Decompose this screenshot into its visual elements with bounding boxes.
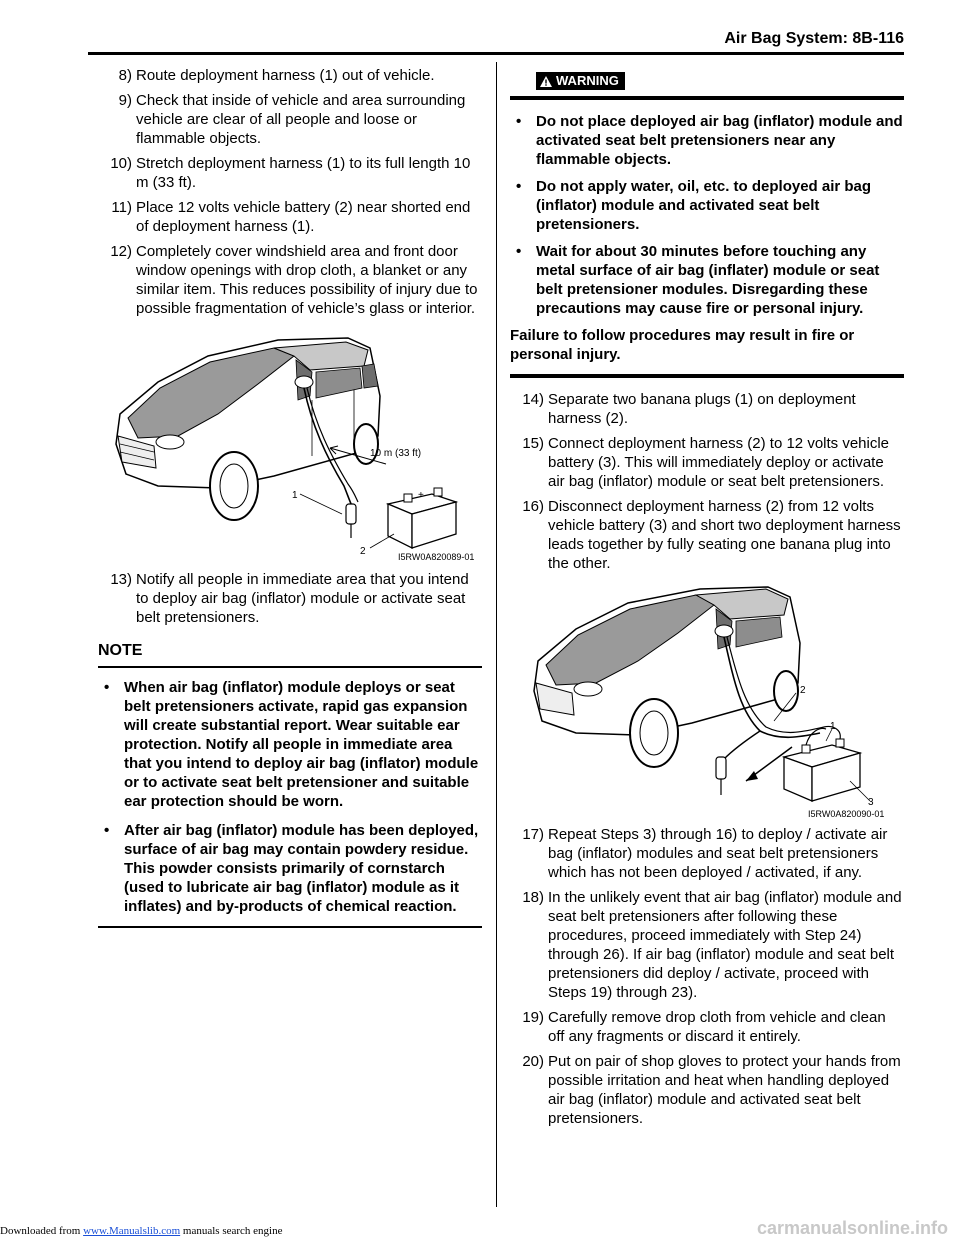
- warning-item: • Wait for about 30 minutes before touching any metal surface of air bag (inflater) module or seat belt pretensioner modules. Disregarding these precautions may cause fire or personal injury.: [516, 243, 880, 317]
- warning-item-text: Do not apply water, oil, etc. to deployed air bag (inflator) module and activated seat belt pretensioners.: [536, 178, 872, 233]
- step-text: Notify all people in immediate area that you intend to deploy air bag (inflator) module or activate seat belt pretensioners.: [136, 571, 469, 626]
- warning-item-text: Do not place deployed air bag (inflator) module and activated seat belt pretensioners near any flammable objects.: [536, 113, 903, 168]
- step-13: [98, 570, 482, 627]
- step-text: In the unlikely event that air bag (inflator) module and seat belt pretensioners after following these procedures, proceed immediately with Step 24) through 26). If air bag (inflator) module and seat belt pretensioners did deploy / activate, proceed with Steps 19) through 23).: [548, 889, 902, 1001]
- battery-connection-illustration: [510, 581, 904, 817]
- step-number: 11): [111, 199, 132, 216]
- note-item: • When air bag (inflator) module deploys or seat belt pretensioners activate, rapid gas expansion will create substantial report. Wear suitable ear protection. Notify all people in immediate area that you intend to deploy air bag (inflator) module or to activate seat belt pretensioner and suitable ear protection should be worn.: [104, 679, 479, 810]
- warning-label: WARNING: [556, 73, 619, 88]
- step-9: [98, 91, 482, 148]
- step-number: 13): [110, 571, 132, 588]
- car-harness-illustration: [98, 326, 482, 562]
- step-text: Put on pair of shop gloves to protect your hands from possible irritation and heat when handling deployed air bag (inflator) module and activated seat belt pretensioners.: [548, 1053, 901, 1127]
- note-bottom-rule: [98, 926, 482, 928]
- step-number: 12): [110, 243, 132, 260]
- page-header: [88, 30, 904, 50]
- step-16: [510, 497, 904, 573]
- warning-footer: Failure to follow procedures may result in fire or personal injury.: [510, 327, 855, 363]
- step-text: Separate two banana plugs (1) on deployment harness (2).: [548, 391, 856, 427]
- step-number: 17): [522, 826, 544, 843]
- note-item-text: When air bag (inflator) module deploys or seat belt pretensioners activate, rapid gas expansion will create substantial report. Wear suitable ear protection. Notify all people in immediate area that you intend to deploy air bag (inflator) module or to activate seat belt pretensioner and suitable ear protection should be worn.: [124, 679, 479, 810]
- step-8: [98, 66, 482, 85]
- callout-1: 1: [830, 721, 836, 732]
- column-divider: [496, 62, 497, 1207]
- step-number: 14): [522, 391, 544, 408]
- step-text: Check that inside of vehicle and area surrounding vehicle are clear of all people and loose or flammable objects.: [136, 92, 466, 147]
- left-column: [98, 66, 482, 928]
- step-20: [510, 1052, 904, 1128]
- right-column: [510, 72, 904, 1134]
- warning-item-text: Wait for about 30 minutes before touching any metal surface of air bag (inflater) module or seat belt pretensioner modules. Disregarding these precautions may cause fire or personal injury.: [536, 243, 880, 317]
- callout-2: 2: [360, 546, 366, 557]
- step-14: [510, 390, 904, 428]
- watermark: carmanualsonline.info: [756, 1218, 948, 1238]
- section-title: Air Bag System:: [724, 30, 848, 47]
- step-12: [98, 242, 482, 318]
- step-18: [510, 888, 904, 1002]
- step-10: [98, 154, 482, 192]
- step-text: Route deployment harness (1) out of vehicle.: [136, 67, 435, 84]
- callout-2: 2: [800, 685, 806, 696]
- warning-item: • Do not apply water, oil, etc. to deployed air bag (inflator) module and activated seat belt pretensioners.: [516, 178, 872, 233]
- figure-code: I5RW0A820089-01: [398, 552, 475, 562]
- step-number: 15): [522, 435, 544, 452]
- step-number: 16): [522, 498, 544, 515]
- step-text: Place 12 volts vehicle battery (2) near shorted end of deployment harness (1).: [136, 199, 471, 235]
- step-number: 8): [118, 67, 132, 84]
- header-rule: [88, 52, 904, 55]
- step-number: 20): [522, 1053, 544, 1070]
- note-list: [98, 678, 482, 916]
- note-title: NOTE: [98, 642, 143, 659]
- figure-code: I5RW0A820090-01: [808, 809, 885, 819]
- step-15: [510, 434, 904, 491]
- download-footer: [0, 1225, 282, 1237]
- step-11: [98, 198, 482, 236]
- warning-item: • Do not place deployed air bag (inflator) module and activated seat belt pretensioners near any flammable objects.: [516, 113, 903, 168]
- warning-top-bar: [510, 96, 904, 100]
- footer-prefix: Downloaded from: [0, 1225, 84, 1237]
- length-label: 10 m (33 ft): [370, 448, 422, 459]
- note-item: • After air bag (inflator) module has been deployed, surface of air bag may contain powdery residue. This powder consists primarily of cornstarch (used to lubricate air bag (inflator) module as it inflates) and by-products of chemical reaction.: [104, 822, 479, 915]
- callout-3: 3: [868, 797, 874, 808]
- step-number: 19): [522, 1009, 544, 1026]
- warning-triangle-icon: [540, 76, 552, 87]
- callout-1: 1: [292, 490, 298, 501]
- note-rule: [98, 666, 482, 668]
- manualslib-link[interactable]: www.Manualslib.com: [83, 1225, 181, 1237]
- step-text: Carefully remove drop cloth from vehicle and clean off any fragments or discard it entirely.: [548, 1009, 886, 1045]
- step-text: Connect deployment harness (2) to 12 volts vehicle battery (3). This will immediately deploy or activate air bag (inflator) module or seat belt pretensioners.: [548, 435, 890, 490]
- warning-body: [510, 98, 904, 364]
- step-number: 9): [118, 92, 132, 109]
- figure-harness-to-battery: [510, 581, 904, 817]
- warning-bottom-bar: [510, 374, 904, 378]
- page-number: 8B-116: [852, 30, 904, 47]
- footer-suffix: manuals search engine: [180, 1225, 283, 1237]
- warning-list: [510, 112, 904, 318]
- svg-text:+: +: [418, 490, 424, 501]
- step-text: Repeat Steps 3) through 16) to deploy / activate air bag (inflator) modules and seat belt pretensioners which has not been deployed / activated, if any.: [548, 826, 888, 881]
- step-number: 10): [110, 155, 132, 172]
- step-text: Stretch deployment harness (1) to its full length 10 m (33 ft).: [136, 155, 471, 191]
- step-text: Completely cover windshield area and front door window openings with drop cloth, a blanket or any similar item. This reduces possibility of injury due to possible fragmentation of vehicle’s glass or interior.: [136, 243, 478, 317]
- step-17: [510, 825, 904, 882]
- note-item-text: After air bag (inflator) module has been deployed, surface of air bag may contain powdery residue. This powder consists primarily of cornstarch (used to lubricate air bag (inflator) module as it inflates) and by-products of chemical reaction.: [124, 822, 479, 915]
- figure-car-harness-battery: [98, 326, 482, 562]
- step-19: [510, 1008, 904, 1046]
- warning-header: [510, 72, 904, 94]
- step-text: Disconnect deployment harness (2) from 12 volts vehicle battery (3) and short two deployment harness leads together by fully seating one banana plug into the other.: [548, 498, 901, 572]
- step-number: 18): [522, 889, 544, 906]
- warning-badge: [536, 72, 625, 90]
